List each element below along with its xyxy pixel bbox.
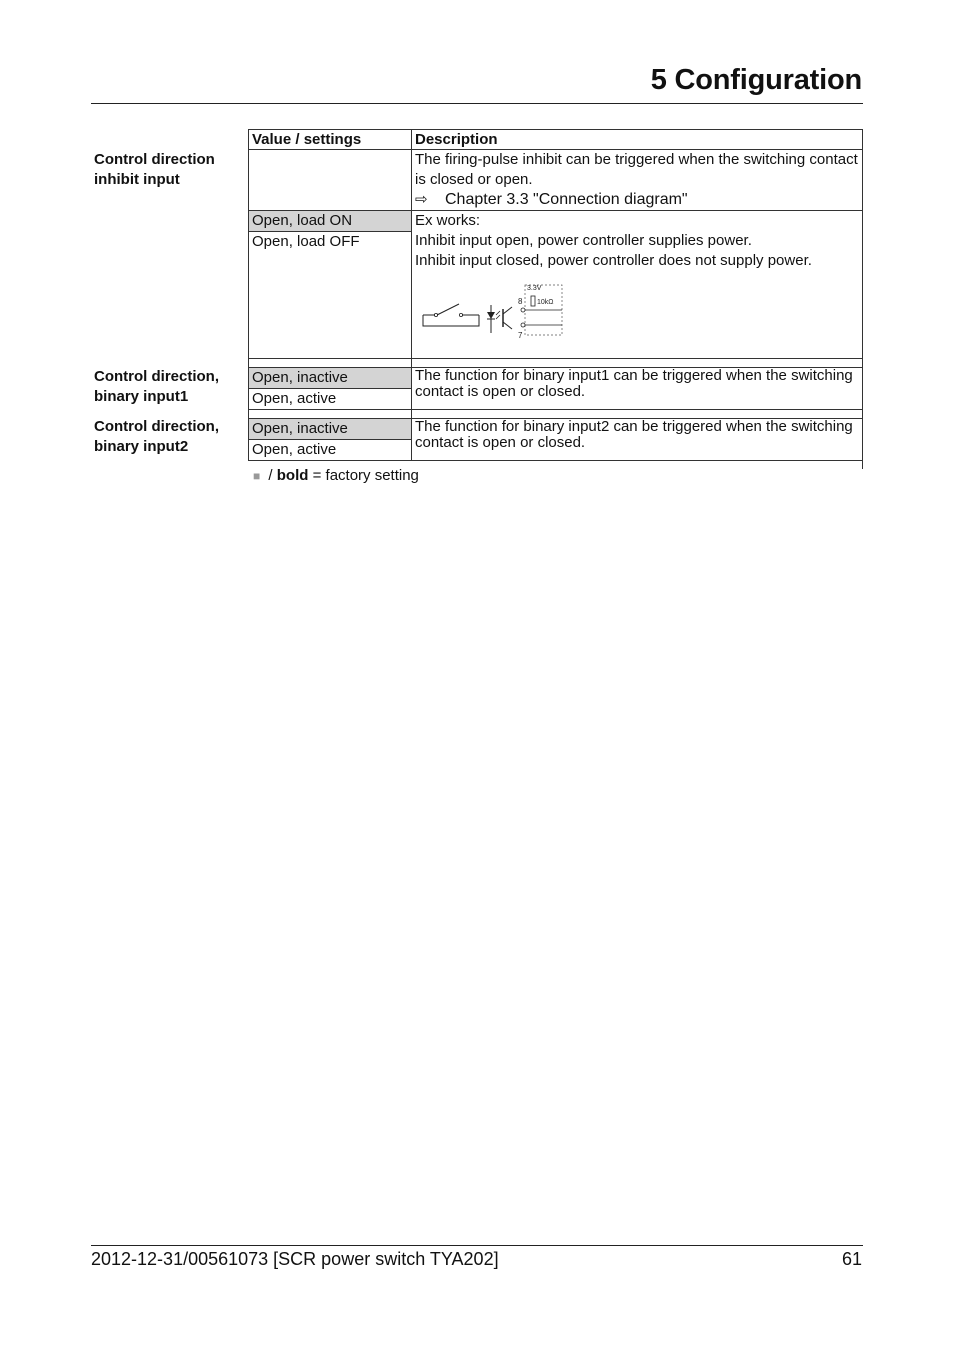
chapter-title: 5 Configuration	[650, 64, 862, 96]
col-header-description: Description	[412, 130, 863, 150]
option: Open, active	[249, 440, 412, 461]
header-rule	[91, 103, 863, 104]
description-cell: The function for binary input2 can be triggered when the switching contact is open or closed.	[412, 419, 863, 461]
description-cell: The function for binary input1 can be triggered when the switching contact is open or closed.	[412, 368, 863, 410]
empty-value-cell	[249, 150, 412, 211]
param-label-binary-input2: Control direction, binary input2	[94, 418, 219, 455]
intro-text: The firing-pulse inhibit can be triggered when the switching contact is closed or open.	[415, 151, 858, 188]
svg-text:3.3V: 3.3V	[527, 285, 542, 292]
option: Open, active	[249, 389, 412, 410]
page-number: 61	[841, 1249, 862, 1269]
svg-text:7: 7	[518, 331, 523, 339]
table-header-row	[249, 130, 863, 150]
table-row	[249, 419, 863, 440]
svg-text:8: 8	[518, 297, 523, 306]
arrow-right-icon: ⇨	[415, 191, 428, 208]
chapter-link[interactable]: ⇨ Chapter 3.3 "Connection diagram"	[415, 191, 688, 208]
footer-rule	[91, 1245, 863, 1246]
table-row	[249, 368, 863, 389]
option: Open, load OFF	[249, 232, 412, 359]
table-row	[249, 211, 863, 232]
inhibit-input-circuit-diagram	[415, 281, 575, 339]
footer-doc-info: 2012-12-31/00561073 [SCR power switch TYA202]	[91, 1249, 499, 1269]
option-default: Open, inactive	[249, 419, 412, 440]
settings-table	[248, 129, 863, 469]
param-label-inhibit-input: Control direction inhibit input	[94, 151, 215, 188]
table-row	[249, 150, 863, 211]
factory-setting-legend: ■ / bold = factory setting	[253, 467, 419, 484]
square-icon: ■	[253, 469, 261, 483]
option-default: Open, inactive	[249, 368, 412, 389]
intro-cell	[412, 150, 863, 211]
svg-text:10kΩ: 10kΩ	[537, 299, 554, 306]
description-cell: Ex works: Inhibit input open, power controller supplies power. Inhibit input closed, power controller does not supply power. 3.3V 8 10kΩ 7	[412, 211, 863, 359]
param-label-binary-input1: Control direction, binary input1	[94, 368, 219, 405]
col-header-value: Value / settings	[249, 130, 412, 150]
option-default: Open, load ON	[249, 211, 412, 232]
